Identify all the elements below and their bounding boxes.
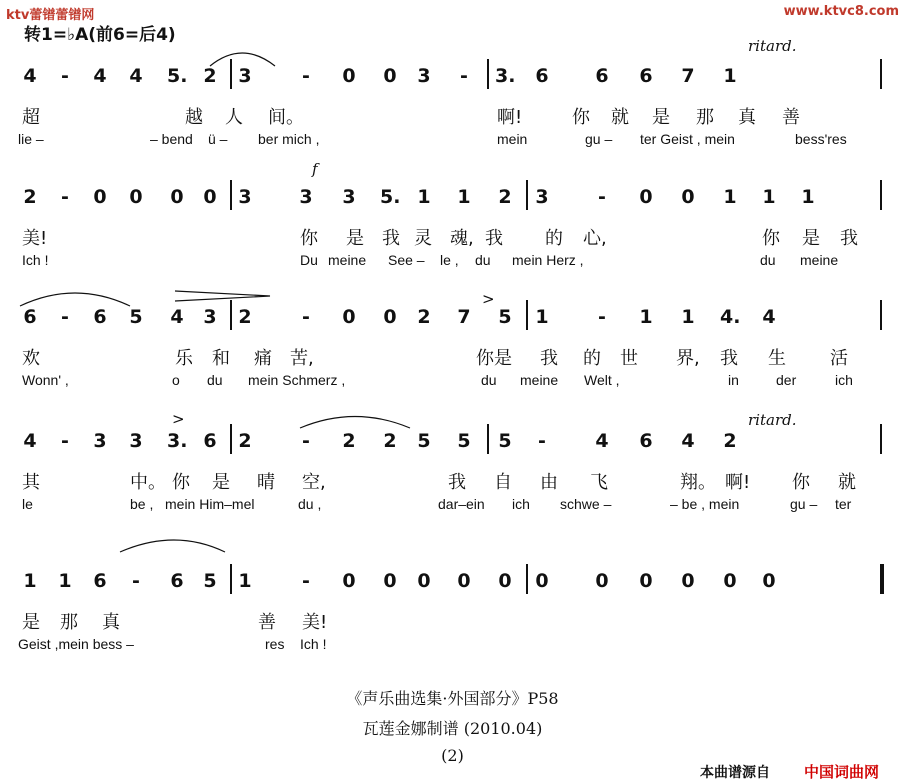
lyric-zh-0-0: 超 xyxy=(22,107,40,128)
accent-mark-1: > xyxy=(482,290,495,308)
lyric-de-4-1: res xyxy=(265,636,285,652)
lyric-de-1-5: du xyxy=(475,252,491,268)
note-2-1: - xyxy=(61,306,69,328)
note-3-0: 4 xyxy=(23,430,37,452)
lyric-zh-0-9: 真 xyxy=(738,107,756,128)
note-4-7: 1 xyxy=(238,570,252,592)
note-0-11: 3 xyxy=(417,65,431,87)
note-1-15: 3 xyxy=(535,186,549,208)
lyric-zh-3-8: 由 xyxy=(540,472,558,493)
note-1-11: 1 xyxy=(417,186,431,208)
note-2-17: 1 xyxy=(639,306,653,328)
lyric-zh-2-8: 世 xyxy=(620,348,638,369)
note-3-3: 3 xyxy=(129,430,143,452)
footer-credit: 瓦莲金娜制谱 (2010.04) xyxy=(362,719,543,738)
lyric-de-3-8: gu – xyxy=(790,496,818,512)
note-0-1: - xyxy=(61,65,69,87)
note-3-14: 5 xyxy=(498,430,512,452)
note-0-16: 6 xyxy=(595,65,609,87)
lyric-de-3-3: du , xyxy=(298,496,322,512)
note-2-19: 4. xyxy=(720,306,741,328)
note-0-8: - xyxy=(302,65,310,87)
lyric-zh-4-0: 是 xyxy=(22,612,40,633)
note-0-9: 0 xyxy=(342,65,356,87)
source-label: 本曲谱源自 xyxy=(700,765,770,781)
source-site: 中国词曲网 xyxy=(804,763,880,781)
note-1-19: 1 xyxy=(723,186,737,208)
note-0-10: 0 xyxy=(383,65,397,87)
lyric-de-3-9: ter xyxy=(835,496,852,512)
lyric-de-0-6: ter Geist , mein xyxy=(640,131,735,147)
note-2-15: 1 xyxy=(535,306,549,328)
note-1-4: 0 xyxy=(170,186,184,208)
lyric-de-0-0: lie – xyxy=(18,131,44,147)
lyric-zh-3-10: 翔。 xyxy=(680,472,716,493)
lyric-zh-1-7: 的 xyxy=(545,228,563,249)
lyric-zh-3-12: 你 xyxy=(792,472,810,493)
lyric-zh-1-1: 你 xyxy=(300,228,318,249)
lyric-de-2-4: du xyxy=(481,372,497,388)
lyric-zh-1-3: 我 xyxy=(382,228,400,249)
note-4-11: 0 xyxy=(417,570,431,592)
note-0-4: 5. xyxy=(167,65,188,87)
lyric-zh-2-0: 欢 xyxy=(22,348,40,369)
lyric-de-1-1: Du xyxy=(300,252,318,268)
lyric-zh-2-7: 的 xyxy=(583,348,601,369)
footer-book: 《声乐曲选集·外国部分》P58 xyxy=(346,689,559,708)
lyric-de-3-5: ich xyxy=(512,496,530,512)
lyric-zh-3-9: 飞 xyxy=(590,472,608,493)
note-0-19: 1 xyxy=(723,65,737,87)
note-2-0: 6 xyxy=(23,306,37,328)
lyric-zh-1-2: 是 xyxy=(346,228,364,249)
note-2-2: 6 xyxy=(93,306,107,328)
lyric-zh-3-13: 就 xyxy=(838,472,856,493)
lyric-zh-4-2: 真 xyxy=(102,612,120,633)
lyric-zh-2-6: 我 xyxy=(540,348,558,369)
lyric-de-1-4: le , xyxy=(440,252,459,268)
lyric-de-3-4: dar–ein xyxy=(438,496,485,512)
lyric-de-4-0: Geist ,mein bess – xyxy=(18,636,134,652)
lyric-zh-0-4: 啊! xyxy=(497,107,523,128)
note-0-15: 6 xyxy=(535,65,549,87)
note-1-16: - xyxy=(598,186,606,208)
lyric-de-0-1: – bend xyxy=(150,131,193,147)
note-3-1: - xyxy=(61,430,69,452)
lyric-zh-4-4: 美! xyxy=(302,612,328,633)
lyric-zh-3-1: 中。 xyxy=(130,472,166,493)
note-0-7: 3 xyxy=(238,65,252,87)
lyric-zh-2-9: 界, xyxy=(676,348,700,369)
note-1-12: 1 xyxy=(457,186,471,208)
note-4-1: 1 xyxy=(58,570,72,592)
note-0-2: 4 xyxy=(93,65,107,87)
lyric-zh-3-7: 自 xyxy=(494,472,512,493)
note-4-8: - xyxy=(302,570,310,592)
lyric-zh-4-3: 善 xyxy=(258,612,276,633)
note-2-16: - xyxy=(598,306,606,328)
lyric-de-3-0: le xyxy=(22,496,33,512)
note-3-9: 2 xyxy=(342,430,356,452)
lyric-zh-0-7: 是 xyxy=(652,107,670,128)
note-2-11: 2 xyxy=(417,306,431,328)
note-2-13: 5 xyxy=(498,306,512,328)
note-4-2: 6 xyxy=(93,570,107,592)
lyric-de-3-2: mein Him–mel xyxy=(165,496,255,512)
note-3-11: 5 xyxy=(417,430,431,452)
note-3-19: 2 xyxy=(723,430,737,452)
note-0-0: 4 xyxy=(23,65,37,87)
lyric-zh-2-12: 活 xyxy=(830,348,848,369)
note-4-0: 1 xyxy=(23,570,37,592)
note-3-16: 4 xyxy=(595,430,609,452)
lyric-de-1-6: mein Herz , xyxy=(512,252,584,268)
lyric-zh-0-10: 善 xyxy=(782,107,800,128)
note-4-12: 0 xyxy=(457,570,471,592)
ritard-mark-2: ritard. xyxy=(748,411,797,429)
note-1-8: 3 xyxy=(299,186,313,208)
accent-mark-2: > xyxy=(172,410,185,428)
lyric-de-2-1: o xyxy=(172,372,180,388)
note-4-10: 0 xyxy=(383,570,397,592)
note-1-20: 1 xyxy=(762,186,776,208)
lyric-zh-3-11: 啊! xyxy=(725,472,751,493)
lyric-zh-1-0: 美! xyxy=(22,228,48,249)
note-4-9: 0 xyxy=(342,570,356,592)
lyric-zh-0-5: 你 xyxy=(572,107,590,128)
note-3-8: - xyxy=(302,430,310,452)
note-3-17: 6 xyxy=(639,430,653,452)
note-1-10: 5. xyxy=(380,186,401,208)
lyric-zh-3-3: 是 xyxy=(212,472,230,493)
note-2-7: 2 xyxy=(238,306,252,328)
note-0-12: - xyxy=(460,65,468,87)
footer-page: (2) xyxy=(441,746,464,765)
lyric-de-1-8: meine xyxy=(800,252,839,268)
lyric-zh-3-4: 晴 xyxy=(257,472,275,493)
lyric-de-2-3: mein Schmerz , xyxy=(248,372,346,388)
note-4-16: 0 xyxy=(595,570,609,592)
lyric-de-2-2: du xyxy=(207,372,223,388)
ritard-mark-1: ritard. xyxy=(748,37,797,55)
note-4-3: - xyxy=(132,570,140,592)
note-1-18: 0 xyxy=(681,186,695,208)
note-1-5: 0 xyxy=(203,186,217,208)
note-0-18: 7 xyxy=(681,65,695,87)
note-1-21: 1 xyxy=(801,186,815,208)
note-3-4: 3. xyxy=(167,430,188,452)
lyric-zh-4-1: 那 xyxy=(60,612,78,633)
lyric-de-3-1: be , xyxy=(130,496,154,512)
lyric-de-1-3: See – xyxy=(388,252,425,268)
note-4-13: 0 xyxy=(498,570,512,592)
note-3-12: 5 xyxy=(457,430,471,452)
note-1-1: - xyxy=(61,186,69,208)
lyric-de-3-6: schwe – xyxy=(560,496,612,512)
lyric-zh-0-1: 越 xyxy=(185,107,203,128)
lyric-zh-3-2: 你 xyxy=(172,472,190,493)
lyric-de-4-2: Ich ! xyxy=(300,636,327,652)
lyric-zh-1-9: 你 xyxy=(762,228,780,249)
note-1-13: 2 xyxy=(498,186,512,208)
lyric-zh-2-4: 苦, xyxy=(290,348,314,369)
lyric-zh-3-6: 我 xyxy=(448,472,466,493)
watermark-left: ktv蕾镨蕾镨网 xyxy=(6,8,95,23)
note-1-0: 2 xyxy=(23,186,37,208)
lyric-zh-1-8: 心, xyxy=(583,228,607,249)
lyric-de-2-9: ich xyxy=(835,372,853,388)
lyric-de-1-2: meine xyxy=(328,252,367,268)
note-1-9: 3 xyxy=(342,186,356,208)
note-0-14: 3. xyxy=(495,65,516,87)
key-change: 转1=♭A(前6=后4) xyxy=(24,25,176,45)
note-3-2: 3 xyxy=(93,430,107,452)
lyric-de-0-4: mein xyxy=(497,131,528,147)
lyric-zh-0-6: 就 xyxy=(611,107,629,128)
lyric-de-0-7: bess'res xyxy=(795,131,847,147)
note-2-5: 3 xyxy=(203,306,217,328)
lyric-de-1-0: Ich ! xyxy=(22,252,49,268)
lyric-de-0-2: ü – xyxy=(208,131,228,147)
lyric-de-2-7: in xyxy=(728,372,739,388)
watermark-right: www.ktvc8.com xyxy=(783,4,899,19)
lyric-zh-2-2: 和 xyxy=(212,348,230,369)
note-1-7: 3 xyxy=(238,186,252,208)
note-3-18: 4 xyxy=(681,430,695,452)
note-4-19: 0 xyxy=(723,570,737,592)
lyric-zh-1-10: 是 xyxy=(802,228,820,249)
lyric-zh-1-6: 我 xyxy=(485,228,503,249)
lyric-zh-1-4: 灵 xyxy=(414,228,432,249)
note-2-20: 4 xyxy=(762,306,776,328)
note-0-5: 2 xyxy=(203,65,217,87)
note-4-5: 5 xyxy=(203,570,217,592)
forte-mark: f xyxy=(312,160,318,178)
lyric-zh-2-3: 痛 xyxy=(254,348,272,369)
note-2-3: 5 xyxy=(129,306,143,328)
lyric-de-0-5: gu – xyxy=(585,131,613,147)
note-2-18: 1 xyxy=(681,306,695,328)
lyric-zh-2-11: 生 xyxy=(768,348,786,369)
note-2-9: 0 xyxy=(342,306,356,328)
note-1-2: 0 xyxy=(93,186,107,208)
note-2-10: 0 xyxy=(383,306,397,328)
lyric-de-2-8: der xyxy=(776,372,797,388)
note-3-7: 2 xyxy=(238,430,252,452)
lyric-zh-2-1: 乐 xyxy=(175,348,193,369)
note-4-15: 0 xyxy=(535,570,549,592)
note-2-4: 4 xyxy=(170,306,184,328)
note-0-17: 6 xyxy=(639,65,653,87)
note-4-20: 0 xyxy=(762,570,776,592)
lyric-de-2-5: meine xyxy=(520,372,559,388)
note-2-12: 7 xyxy=(457,306,471,328)
note-4-17: 0 xyxy=(639,570,653,592)
lyric-zh-2-5: 你是 xyxy=(476,348,512,369)
note-1-17: 0 xyxy=(639,186,653,208)
note-4-4: 6 xyxy=(170,570,184,592)
note-1-3: 0 xyxy=(129,186,143,208)
note-2-8: - xyxy=(302,306,310,328)
lyric-zh-0-2: 人 xyxy=(225,107,243,128)
note-4-18: 0 xyxy=(681,570,695,592)
lyric-zh-3-5: 空, xyxy=(302,472,326,493)
lyric-zh-1-11: 我 xyxy=(840,228,858,249)
lyric-de-0-3: ber mich , xyxy=(258,131,320,147)
lyric-zh-0-8: 那 xyxy=(696,107,714,128)
note-0-3: 4 xyxy=(129,65,143,87)
lyric-de-3-7: – be , mein xyxy=(670,496,740,512)
lyric-zh-1-5: 魂, xyxy=(450,228,474,249)
note-3-10: 2 xyxy=(383,430,397,452)
lyric-de-1-7: du xyxy=(760,252,776,268)
note-3-15: - xyxy=(538,430,546,452)
lyric-de-2-0: Wonn' , xyxy=(22,372,69,388)
lyric-de-2-6: Welt , xyxy=(584,372,620,388)
lyric-zh-3-0: 其 xyxy=(22,472,40,493)
lyric-zh-0-3: 间。 xyxy=(268,107,304,128)
note-3-5: 6 xyxy=(203,430,217,452)
lyric-zh-2-10: 我 xyxy=(720,348,738,369)
